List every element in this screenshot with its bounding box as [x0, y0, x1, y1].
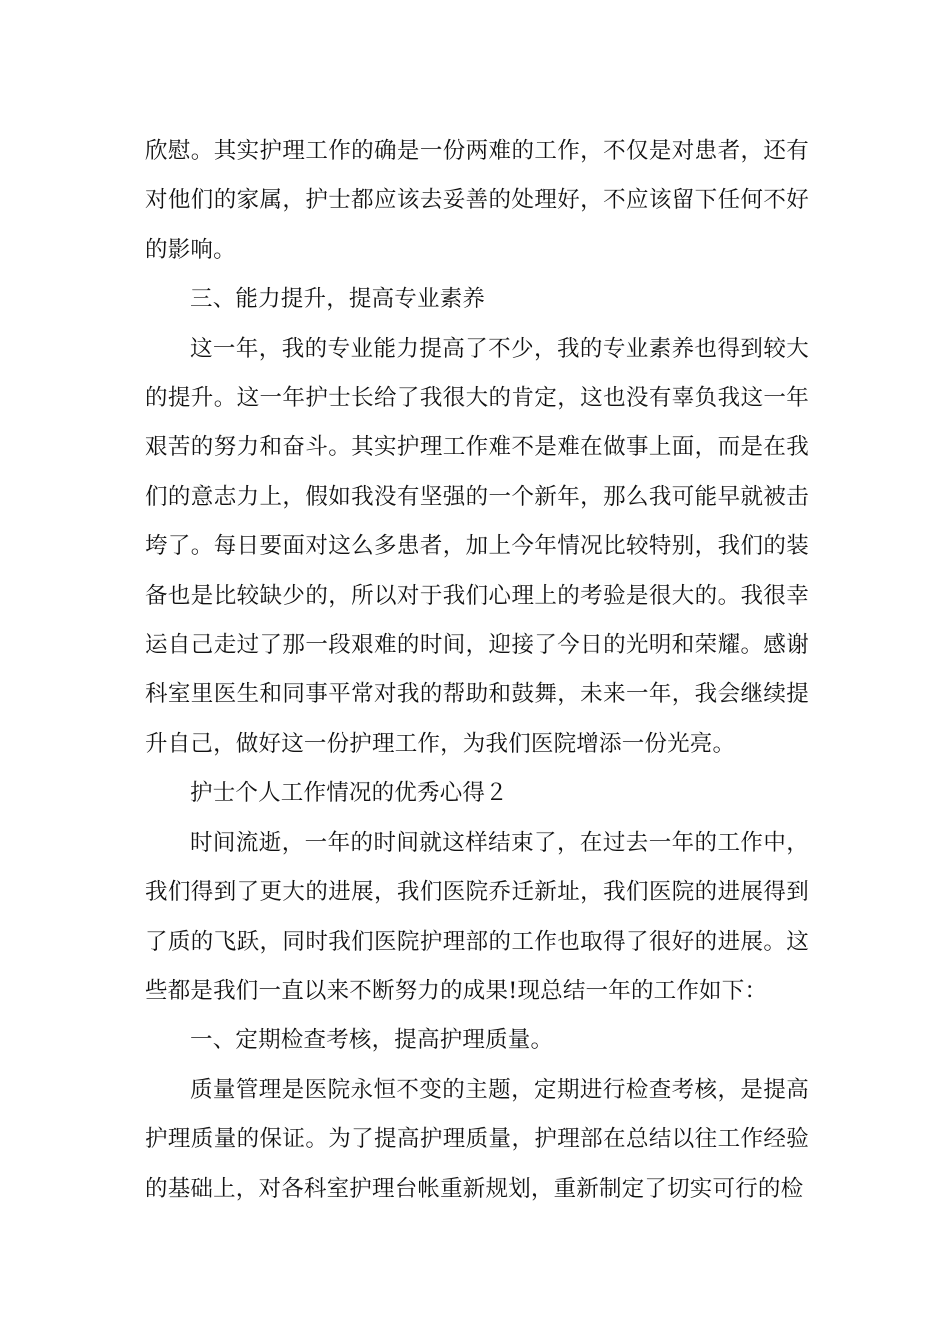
paragraph-continued: 欣慰。其实护理工作的确是一份两难的工作，不仅是对患者，还有对他们的家属，护士都应该去妥善的处理好，不应该留下任何不好的影响。 [145, 138, 809, 263]
section-heading-3: 三、能力提升，提高专业素养 [190, 286, 486, 313]
paragraph-intro: 时间流逝，一年的时间就这样结束了，在过去一年的工作中，我们得到了更大的进展，我们医院乔迁新址，我们医院的进展得到了质的飞跃，同时我们医院护理部的工作也取得了很好的进展。这些都是我们一直以来不断努力的成果!现总结一年的工作如下： [145, 829, 809, 1004]
document-body [145, 127, 809, 1214]
section-heading-1: 一、定期检查考核，提高护理质量。 [190, 1027, 554, 1054]
paragraph-quality: 质量管理是医院永恒不变的主题，定期进行检查考核，是提高护理质量的保证。为了提高护理质量，护理部在总结以往工作经验的基础上，对各科室护理台帐重新规划，重新制定了切实可行的检 [145, 1076, 809, 1202]
paragraph-ability: 这一年，我的专业能力提高了不少，我的专业素养也得到较大的提升。这一年护士长给了我很大的肯定，这也没有辜负我这一年艰苦的努力和奋斗。其实护理工作难不是难在做事上面，而是在我们的意志力上，假如我没有坚强的一个新年，那么我可能早就被击垮了。每日要面对这么多患者，加上今年情况比较特别，我们的装备也是比较缺少的，所以对于我们心理上的考验是很大的。我很幸运自己走过了那一段艰难的时间，迎接了今日的光明和荣耀。感谢科室里医生和同事平常对我的帮助和鼓舞，未来一年，我会继续提升自己，做好这一份护理工作，为我们医院增添一份光亮。 [145, 335, 809, 757]
essay-title-2: 护士个人工作情况的优秀心得２ [190, 780, 508, 807]
